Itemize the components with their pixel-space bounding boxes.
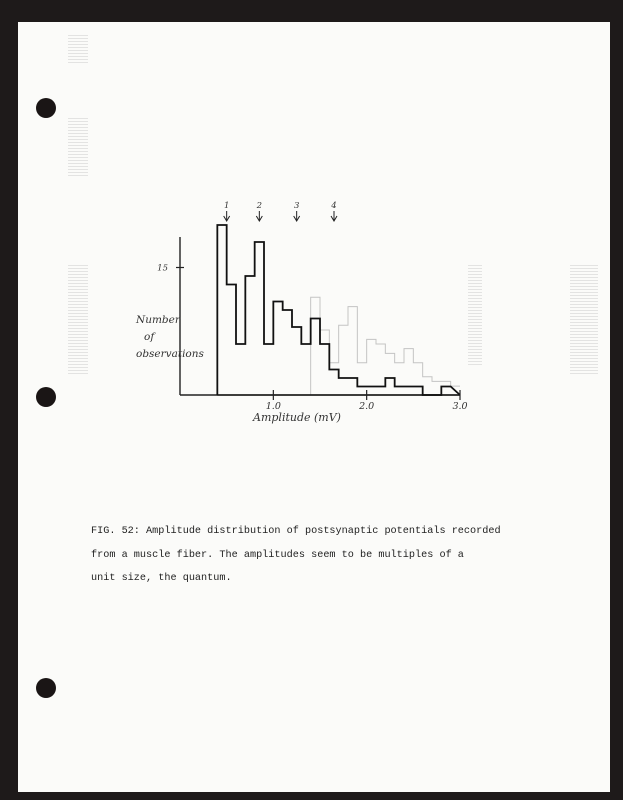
histogram-bar [292,327,301,395]
caption-line: from a muscle fiber. The amplitudes seem to be multiples of a [91,549,464,561]
figure-caption [91,520,531,591]
histogram-bar [227,285,236,396]
histogram-bar [273,302,282,396]
histogram-bar [236,344,245,395]
histogram-bar [367,387,376,396]
peak-marker [256,201,263,221]
histogram-bar [320,344,329,395]
peak-markers [224,201,337,221]
peak-marker [294,201,300,221]
histogram-bar [441,387,450,396]
histogram-bar [311,319,320,396]
x-tick-label: 1.0 [265,401,281,412]
histogram-bar [283,310,292,395]
histogram-bar [264,344,273,395]
histogram-bar [339,378,348,395]
histogram-bar [413,387,422,396]
y-axis-label: Number of observations [136,314,204,360]
histogram-bar [385,378,394,395]
histogram-bins [217,225,450,395]
x-tick-label: 3.0 [452,401,468,412]
x-tick-label: 2.0 [359,401,375,412]
peak-marker [224,201,230,221]
svg-text:3: 3 [293,201,300,211]
histogram-bar [348,378,357,395]
histogram-bar [357,387,366,396]
histogram-bar [301,344,310,395]
y-tick-label: 15 [157,263,168,274]
x-axis-label: Amplitude (mV) [253,411,341,424]
histogram-bar [395,387,404,396]
caption-line: FIG. 52: Amplitude distribution of postsynaptic potentials recorded [91,526,501,537]
peak-marker [330,201,337,221]
histogram-bar [404,387,413,396]
svg-text:2: 2 [256,201,263,211]
histogram-bar [255,242,264,395]
histogram-bar [245,276,254,395]
caption-line: unit size, the quantum. [91,573,232,584]
svg-text:4: 4 [331,201,337,211]
histogram-bar [217,225,226,395]
histogram-bar [329,370,338,396]
histogram-bar [376,387,385,396]
svg-text:1: 1 [223,201,230,211]
